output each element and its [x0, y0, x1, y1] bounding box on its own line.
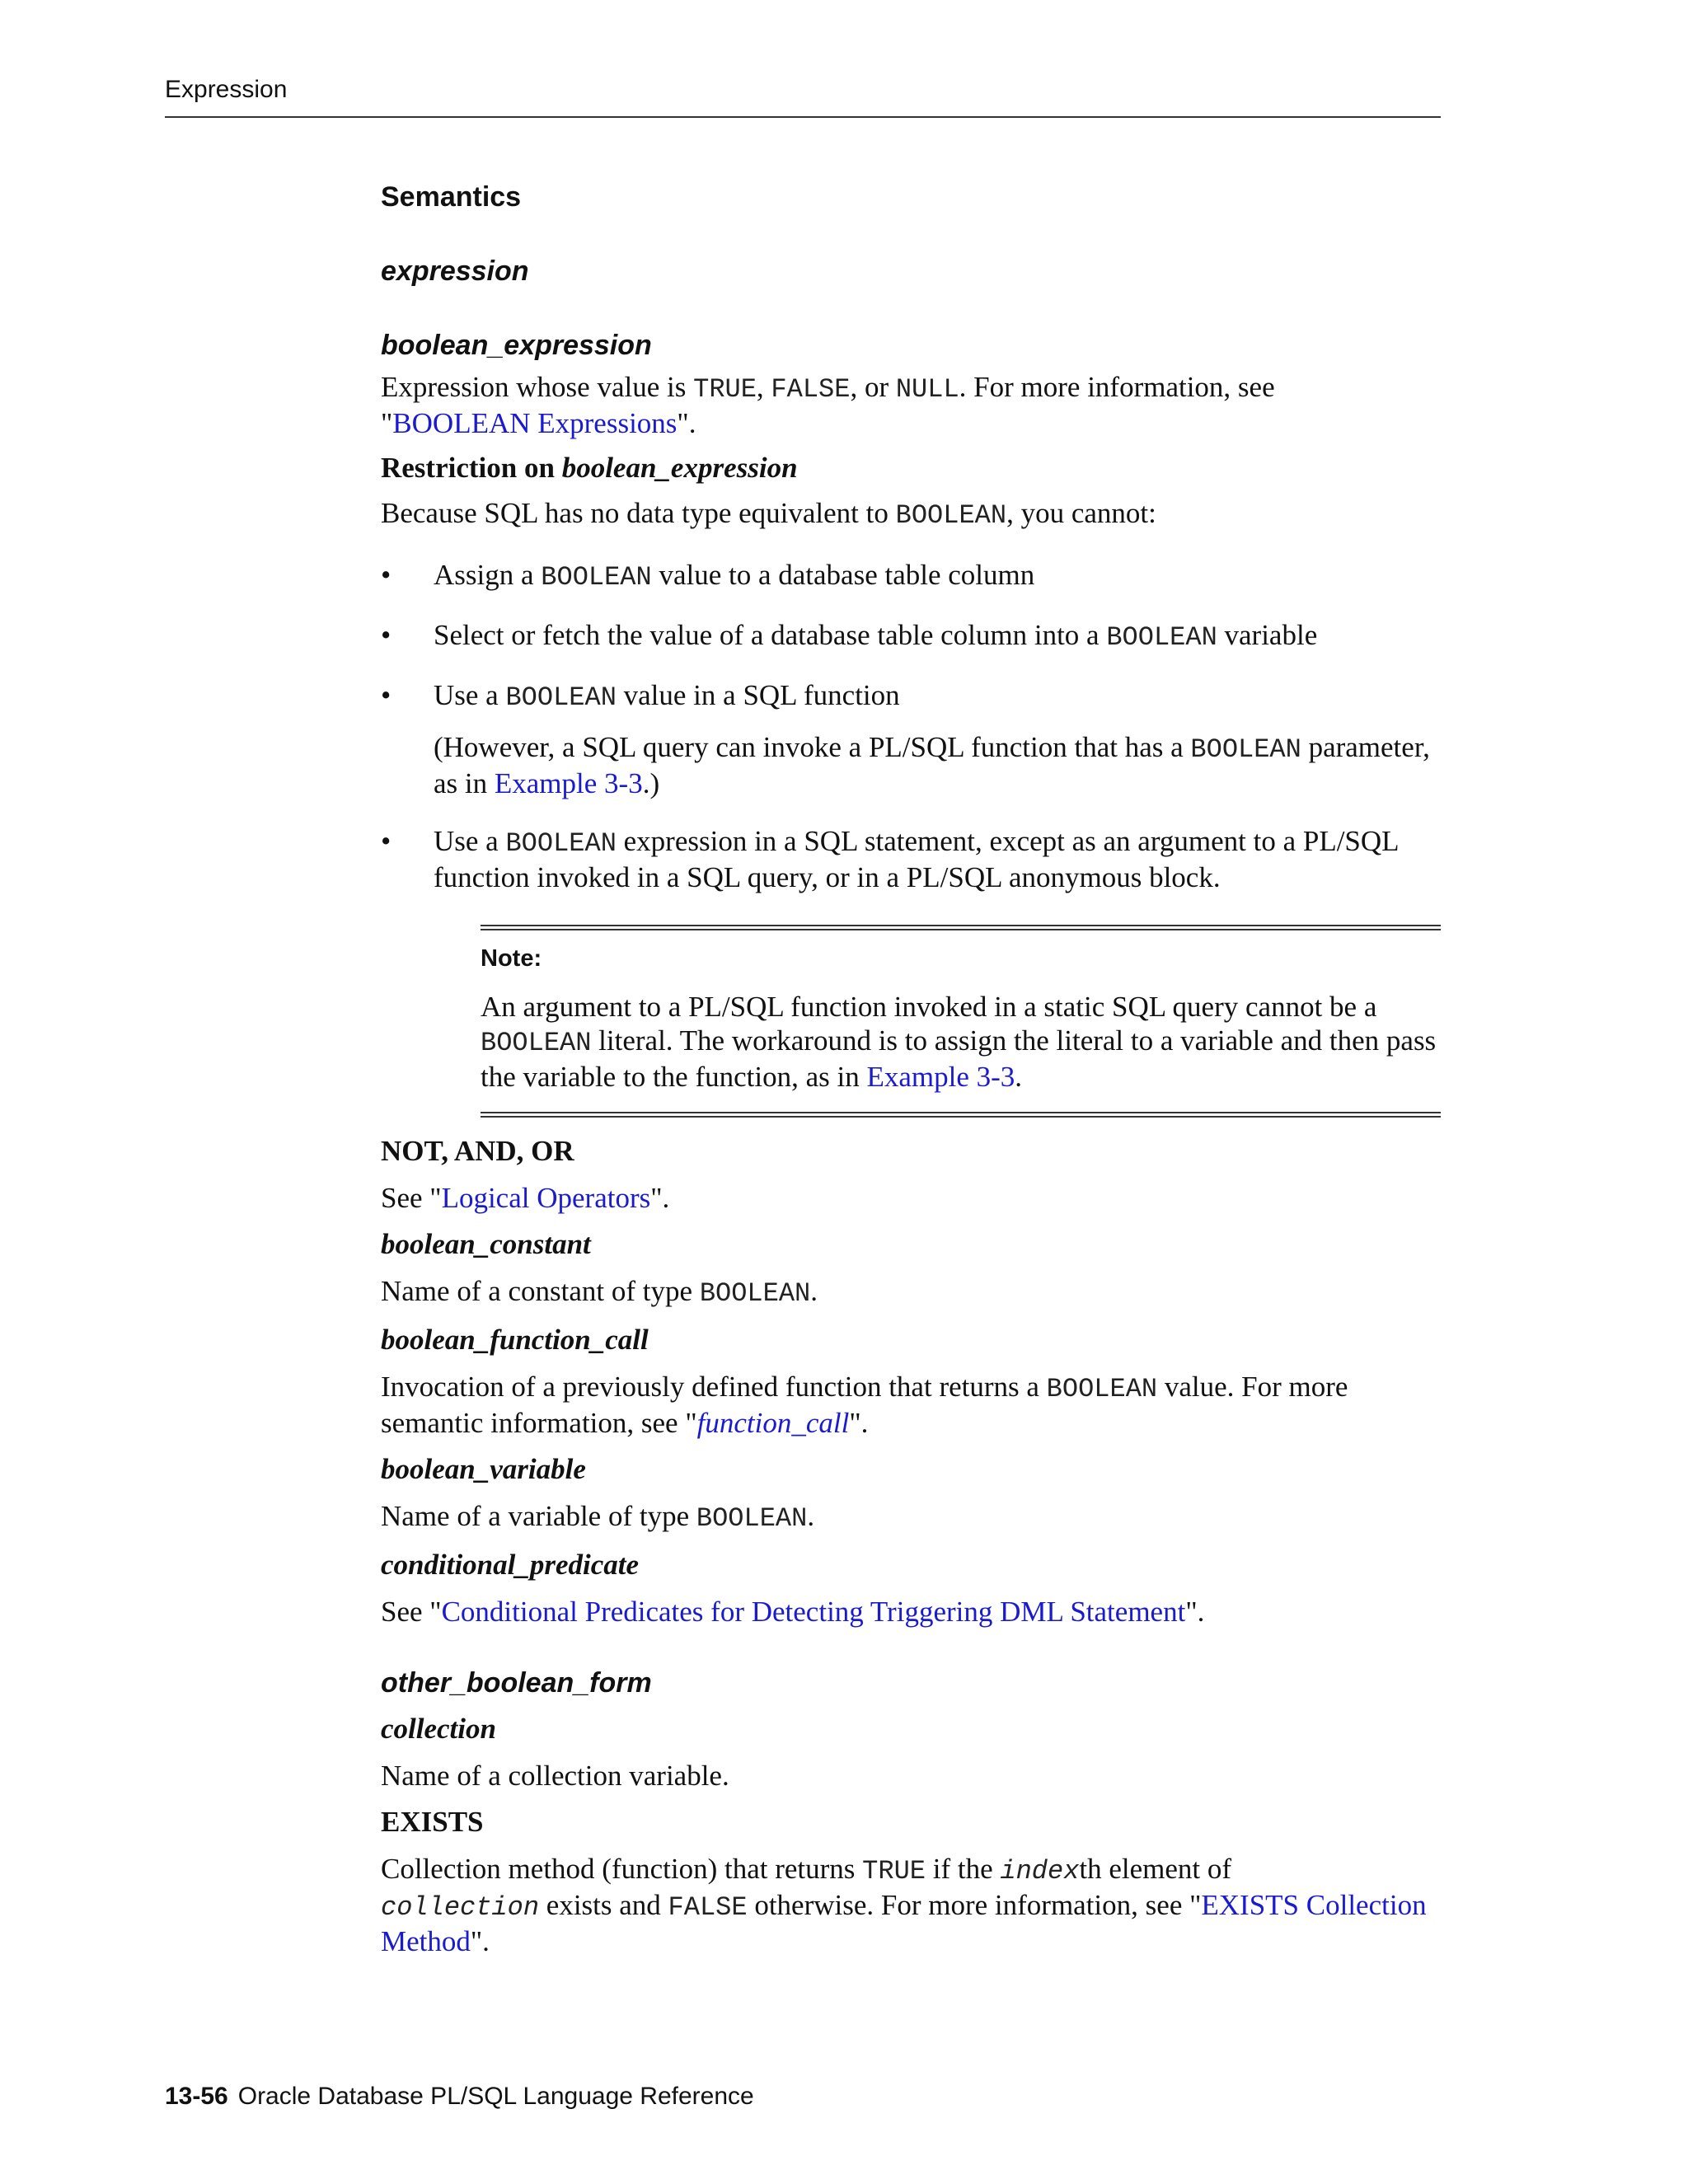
heading-boolean-expression: boolean_expression: [381, 330, 652, 361]
boolean-variable-description: Name of a variable of type BOOLEAN.: [381, 1500, 815, 1534]
list-item: • Assign a BOOLEAN value to a database table column: [381, 558, 1441, 594]
main-content: [381, 177, 1441, 1958]
see-logical-operators: See "Logical Operators".: [381, 1182, 670, 1214]
because-text: Because SQL has no data type equivalent to BOOLEAN, you cannot:: [381, 497, 1156, 531]
heading-semantics: Semantics: [381, 181, 522, 213]
heading-other-boolean-form: other_boolean_form: [381, 1667, 652, 1699]
heading-boolean-constant: boolean_constant: [381, 1228, 591, 1260]
heading-expression: expression: [381, 255, 529, 287]
collection-description: Name of a collection variable.: [381, 1760, 729, 1792]
example-3-3-link[interactable]: Example 3-3: [494, 767, 643, 799]
header-rule: [165, 116, 1441, 118]
page-number: 13-56: [165, 2083, 228, 2110]
list-item: • Use a BOOLEAN value in a SQL function (However, a SQL query can invoke a PL/SQL function that has a BOOLEAN parameter, as in Example 3-3.): [381, 678, 1441, 800]
example-3-3-link[interactable]: Example 3-3: [866, 1061, 1015, 1093]
boolean-expression-description: Expression whose value is TRUE, FALSE, or NULL. For more information, see "BOOLEAN Expressions".: [381, 371, 1275, 439]
conditional-predicates-link[interactable]: Conditional Predicates for Detecting Triggering DML Statement: [441, 1596, 1186, 1628]
heading-collection: collection: [381, 1713, 496, 1745]
heading-exists: EXISTS: [381, 1806, 484, 1838]
list-item: • Use a BOOLEAN expression in a SQL statement, except as an argument to a PL/SQL function invoked in a SQL query, or in a PL/SQL anonymous block.: [381, 824, 1441, 894]
note-bottom-rule: [481, 1112, 1441, 1118]
heading-not-and-or: NOT, AND, OR: [381, 1135, 574, 1167]
page-footer: [165, 2083, 754, 2111]
note-top-rule: [481, 925, 1441, 930]
boolean-constant-description: Name of a constant of type BOOLEAN.: [381, 1275, 818, 1309]
heading-boolean-function-call: boolean_function_call: [381, 1324, 649, 1356]
see-conditional-predicates: See "Conditional Predicates for Detecting Triggering DML Statement".: [381, 1596, 1205, 1628]
restriction-heading: Restriction on boolean_expression: [381, 452, 798, 484]
book-title: Oracle Database PL/SQL Language Reference: [237, 2083, 754, 2110]
note-title: Note:: [481, 945, 542, 972]
however-text: (However, a SQL query can invoke a PL/SQL function that has a BOOLEAN parameter, as in Example 3-3.): [434, 731, 1430, 799]
list-item: • Select or fetch the value of a database table column into a BOOLEAN variable: [381, 618, 1441, 654]
heading-boolean-variable: boolean_variable: [381, 1453, 586, 1485]
restriction-list: [381, 558, 1441, 894]
note-box: [481, 925, 1441, 1118]
heading-conditional-predicate: conditional_predicate: [381, 1549, 640, 1581]
function-call-link[interactable]: function_call: [696, 1407, 850, 1439]
running-header: Expression: [165, 76, 288, 103]
boolean-expressions-link[interactable]: BOOLEAN Expressions: [392, 407, 678, 439]
exists-description: Collection method (function) that returns TRUE if the indexth element of collection exists and FALSE otherwise. For more information, see "EXISTS Collection Method".: [381, 1853, 1427, 1957]
boolean-function-call-description: Invocation of a previously defined function that returns a BOOLEAN value. For more semantic information, see "function_call".: [381, 1371, 1348, 1439]
note-text: An argument to a PL/SQL function invoked in a static SQL query cannot be a BOOLEAN literal. The workaround is to assign the literal to a variable and then pass the variable to the function, as in Example 3-3.: [481, 991, 1437, 1093]
exists-collection-method-link[interactable]: EXISTS Collection Method: [381, 1889, 1427, 1957]
logical-operators-link[interactable]: Logical Operators: [441, 1182, 651, 1214]
